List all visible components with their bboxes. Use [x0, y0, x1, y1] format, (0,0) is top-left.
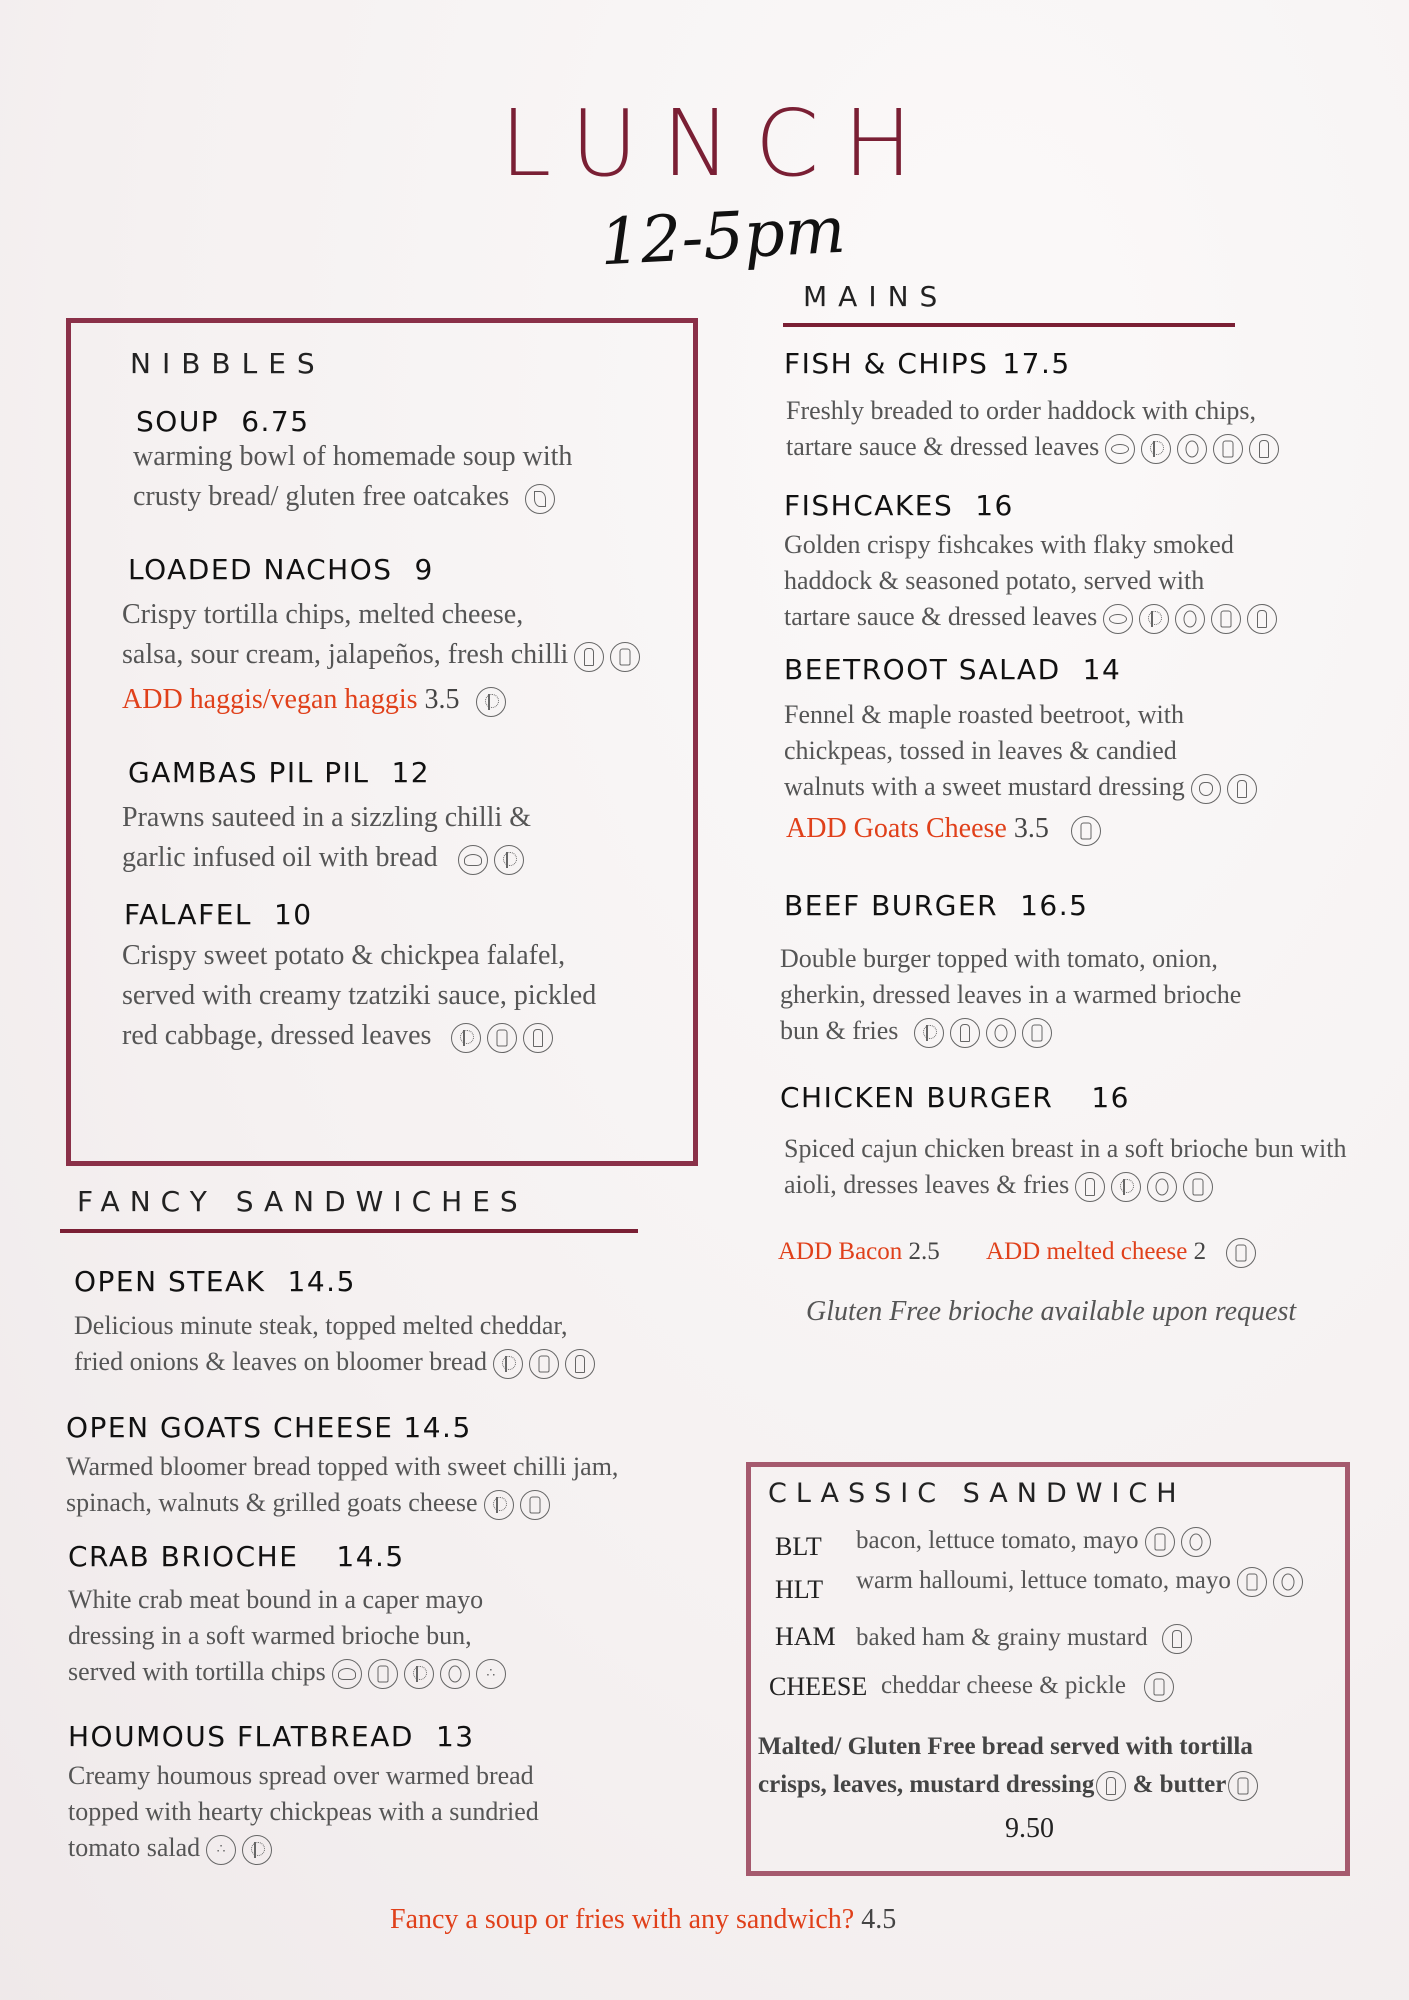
- dish-price: 16: [975, 489, 1014, 522]
- dish-price: 16.5: [1020, 889, 1089, 922]
- dish-name: FISHCAKES: [784, 489, 954, 522]
- gluten-icon: [493, 1349, 523, 1379]
- gluten-icon: [484, 1490, 514, 1520]
- page-title: LUNCH: [500, 90, 937, 197]
- nibbles-heading: NIBBLES: [130, 347, 326, 380]
- service-hours: 12-5pm: [598, 193, 848, 281]
- classic-item-desc: [881, 1672, 1174, 1702]
- dish-open-steak: [74, 1265, 356, 1298]
- dish-houmous-flatbread: [68, 1720, 475, 1753]
- desc-line: gherkin, dressed leaves in a warmed brioche: [780, 980, 1242, 1009]
- dish-soup: [136, 405, 310, 438]
- fancy-heading: FANCY SANDWICHES: [77, 1185, 528, 1218]
- dish-falafel: [124, 898, 313, 931]
- gluten-free-note: Gluten Free brioche available upon request: [806, 1296, 1297, 1327]
- desc-line: tartare sauce & dressed leaves: [786, 432, 1100, 461]
- dish-name: GAMBAS PIL PIL: [128, 756, 370, 789]
- desc-line: Delicious minute steak, topped melted cheddar,: [74, 1311, 568, 1340]
- egg-icon: [1147, 1172, 1177, 1202]
- dairy-icon: [610, 642, 640, 672]
- desc-line: Golden crispy fishcakes with flaky smoked: [784, 530, 1234, 559]
- dish-name: BEETROOT SALAD: [784, 653, 1061, 686]
- mustard-icon: [565, 1349, 595, 1379]
- desc-line: White crab meat bound in a caper mayo: [68, 1585, 484, 1614]
- burger-extras: [778, 1238, 1256, 1268]
- addon-label: ADD Goats Cheese: [786, 813, 1007, 844]
- dish-name: OPEN STEAK: [74, 1265, 266, 1298]
- crustacean-icon: [458, 845, 488, 875]
- dairy-icon: [1144, 1672, 1174, 1702]
- bacon-price: 2.5: [908, 1238, 940, 1265]
- dish-price: 14: [1082, 653, 1122, 686]
- dish-desc: [122, 936, 692, 1056]
- desc-line: warm halloumi, lettuce tomato, mayo: [856, 1567, 1231, 1594]
- offer-price: 4.5: [861, 1904, 897, 1935]
- vegan-icon: [525, 484, 555, 514]
- gluten-icon: [1139, 604, 1169, 634]
- dish-fishcakes: [784, 489, 1014, 522]
- mustard-icon: [574, 642, 604, 672]
- offer-label: Fancy a soup or fries with any sandwich?: [390, 1904, 855, 1935]
- nachos-addon: [122, 684, 506, 717]
- dairy-icon: [368, 1659, 398, 1689]
- desc-line: Double burger topped with tomato, onion,: [780, 944, 1218, 973]
- footer-line: Malted/ Gluten Free bread served with tortilla: [758, 1733, 1253, 1760]
- desc-line: spinach, walnuts & grilled goats cheese: [66, 1488, 478, 1517]
- desc-line: Prawns sauteed in a sizzling chilli &: [122, 802, 532, 833]
- desc-line: Freshly breaded to order haddock with chips,: [786, 396, 1257, 425]
- desc-line: crusty bread/ gluten free oatcakes: [133, 481, 510, 512]
- bottom-offer: [390, 1904, 896, 1936]
- dish-name: FALAFEL: [124, 898, 252, 931]
- mustard-icon: [1162, 1624, 1192, 1654]
- dish-desc: [122, 595, 692, 675]
- classic-price: 9.50: [1005, 1813, 1054, 1844]
- classic-item-desc: [856, 1624, 1192, 1654]
- dairy-icon: [1145, 1527, 1175, 1557]
- fish-icon: [1105, 434, 1135, 464]
- dish-desc: [74, 1308, 694, 1380]
- dish-beef-burger: [784, 889, 1088, 922]
- desc-line: salsa, sour cream, jalapeños, fresh chilli: [122, 639, 569, 670]
- gluten-icon: [242, 1835, 272, 1865]
- dish-open-goats-cheese: [66, 1411, 472, 1444]
- fish-icon: [1103, 604, 1133, 634]
- classic-item-label: HAM: [775, 1622, 836, 1651]
- desc-line: chickpeas, tossed in leaves & candied: [784, 736, 1177, 765]
- dish-desc: [786, 393, 1386, 465]
- addon-label: ADD haggis/vegan haggis: [122, 684, 418, 715]
- dish-desc: [68, 1758, 708, 1866]
- desc-line: warming bowl of homemade soup with: [133, 441, 573, 472]
- dairy-icon: [1228, 1771, 1258, 1801]
- dish-price: 14.5: [287, 1265, 356, 1298]
- gluten-icon: [451, 1023, 481, 1053]
- mustard-icon: [950, 1018, 980, 1048]
- dairy-icon: [1183, 1172, 1213, 1202]
- dish-gambas: [128, 756, 430, 789]
- mains-rule: [783, 323, 1235, 327]
- dish-name: SOUP: [136, 405, 220, 438]
- desc-line: bacon, lettuce tomato, mayo: [856, 1527, 1139, 1554]
- desc-line: dressing in a soft warmed brioche bun,: [68, 1621, 472, 1650]
- dish-price: 12: [391, 756, 431, 789]
- egg-icon: [986, 1018, 1016, 1048]
- dish-price: 14.5: [403, 1411, 472, 1444]
- mains-heading: MAINS: [803, 280, 949, 313]
- gluten-icon: [1111, 1172, 1141, 1202]
- gluten-icon: [914, 1018, 944, 1048]
- dish-price: 9: [414, 553, 434, 586]
- dish-desc: [780, 941, 1380, 1049]
- footer-line: crisps, leaves, mustard dressing: [758, 1771, 1095, 1798]
- desc-line: tartare sauce & dressed leaves: [784, 602, 1098, 631]
- dish-name: CRAB BRIOCHE: [68, 1540, 299, 1573]
- dish-beetroot-salad: [784, 653, 1121, 686]
- dairy-icon: [520, 1490, 550, 1520]
- classic-item-label: BLT: [775, 1532, 822, 1561]
- dairy-icon: [1226, 1238, 1256, 1268]
- dish-desc: [133, 437, 693, 517]
- desc-line: cheddar cheese & pickle: [881, 1672, 1127, 1699]
- dish-name: FISH & CHIPS: [784, 347, 989, 380]
- desc-line: served with tortilla chips: [68, 1657, 326, 1686]
- desc-line: Crispy tortilla chips, melted cheese,: [122, 599, 524, 630]
- dish-desc: [784, 697, 1384, 805]
- desc-line: topped with hearty chickpeas with a sundried: [68, 1797, 539, 1826]
- dish-price: 13: [435, 1720, 475, 1753]
- nuts-icon: [1191, 774, 1221, 804]
- cheese-label: ADD melted cheese: [986, 1238, 1188, 1265]
- gluten-icon: [404, 1659, 434, 1689]
- gluten-icon: [1141, 434, 1171, 464]
- dairy-icon: [1237, 1567, 1267, 1597]
- dish-fish-chips: [784, 347, 1071, 380]
- dish-chicken-burger: [780, 1081, 1130, 1114]
- cheese-price: 2: [1193, 1238, 1207, 1265]
- desc-line: Crispy sweet potato & chickpea falafel,: [122, 940, 566, 971]
- mustard-icon: [1096, 1771, 1126, 1801]
- dairy-icon: [487, 1023, 517, 1053]
- dish-price: 14.5: [336, 1540, 405, 1573]
- dish-name: BEEF BURGER: [784, 889, 999, 922]
- dish-loaded-nachos: [128, 553, 434, 586]
- dish-crab-brioche: [68, 1540, 405, 1573]
- beetroot-addon: [786, 813, 1101, 846]
- classic-item-desc: [856, 1527, 1211, 1557]
- dairy-icon: [529, 1349, 559, 1379]
- dish-desc: [122, 798, 692, 878]
- desc-line: Creamy houmous spread over warmed bread: [68, 1761, 534, 1790]
- mustard-icon: [1075, 1172, 1105, 1202]
- bacon-label: ADD Bacon: [778, 1238, 903, 1265]
- dish-name: CHICKEN BURGER: [780, 1081, 1054, 1114]
- classic-item-desc: [856, 1567, 1303, 1597]
- fancy-rule: [60, 1229, 638, 1233]
- dish-name: OPEN GOATS CHEESE: [66, 1411, 394, 1444]
- egg-icon: [1273, 1567, 1303, 1597]
- desc-line: haddock & seasoned potato, served with: [784, 566, 1205, 595]
- egg-icon: [1175, 604, 1205, 634]
- footer-line: & butter: [1132, 1771, 1227, 1798]
- classic-item-label: HLT: [775, 1575, 824, 1604]
- dairy-icon: [1071, 816, 1101, 846]
- desc-line: served with creamy tzatziki sauce, pickled: [122, 980, 597, 1011]
- sesame-icon: [206, 1835, 236, 1865]
- desc-line: bun & fries: [780, 1016, 899, 1045]
- mustard-icon: [1247, 604, 1277, 634]
- mustard-icon: [1227, 774, 1257, 804]
- dish-name: HOUMOUS FLATBREAD: [68, 1720, 414, 1753]
- dish-desc: [66, 1449, 706, 1521]
- desc-line: garlic infused oil with bread: [122, 842, 438, 873]
- classic-footer: [758, 1728, 1348, 1804]
- dairy-icon: [1213, 434, 1243, 464]
- desc-line: aioli, dresses leaves & fries: [784, 1170, 1070, 1199]
- crustacean-icon: [332, 1659, 362, 1689]
- mustard-icon: [1249, 434, 1279, 464]
- desc-line: Spiced cajun chicken breast in a soft brioche bun with: [784, 1134, 1347, 1163]
- desc-line: baked ham & grainy mustard: [856, 1624, 1148, 1651]
- dish-price: 10: [273, 898, 313, 931]
- addon-price: 3.5: [424, 684, 460, 715]
- gluten-icon: [476, 687, 506, 717]
- dish-name: LOADED NACHOS: [128, 553, 393, 586]
- desc-line: tomato salad: [68, 1833, 201, 1862]
- dish-desc: [784, 527, 1384, 635]
- desc-line: walnuts with a sweet mustard dressing: [784, 772, 1185, 801]
- addon-price: 3.5: [1013, 813, 1049, 844]
- dish-price: 6.75: [241, 405, 310, 438]
- desc-line: Warmed bloomer bread topped with sweet chilli jam,: [66, 1452, 619, 1481]
- classic-item-label: CHEESE: [769, 1672, 868, 1701]
- desc-line: red cabbage, dressed leaves: [122, 1020, 432, 1051]
- sesame-icon: [476, 1659, 506, 1689]
- desc-line: fried onions & leaves on bloomer bread: [74, 1347, 487, 1376]
- classic-heading: CLASSIC SANDWICH: [768, 1478, 1186, 1509]
- dairy-icon: [1211, 604, 1241, 634]
- dairy-icon: [1022, 1018, 1052, 1048]
- gluten-icon: [494, 845, 524, 875]
- dish-price: 17.5: [1002, 347, 1071, 380]
- dish-desc: [68, 1582, 708, 1690]
- desc-line: Fennel & maple roasted beetroot, with: [784, 700, 1185, 729]
- egg-icon: [440, 1659, 470, 1689]
- egg-icon: [1177, 434, 1207, 464]
- egg-icon: [1181, 1527, 1211, 1557]
- dish-desc: [784, 1131, 1404, 1203]
- mustard-icon: [523, 1023, 553, 1053]
- dish-price: 16: [1091, 1081, 1130, 1114]
